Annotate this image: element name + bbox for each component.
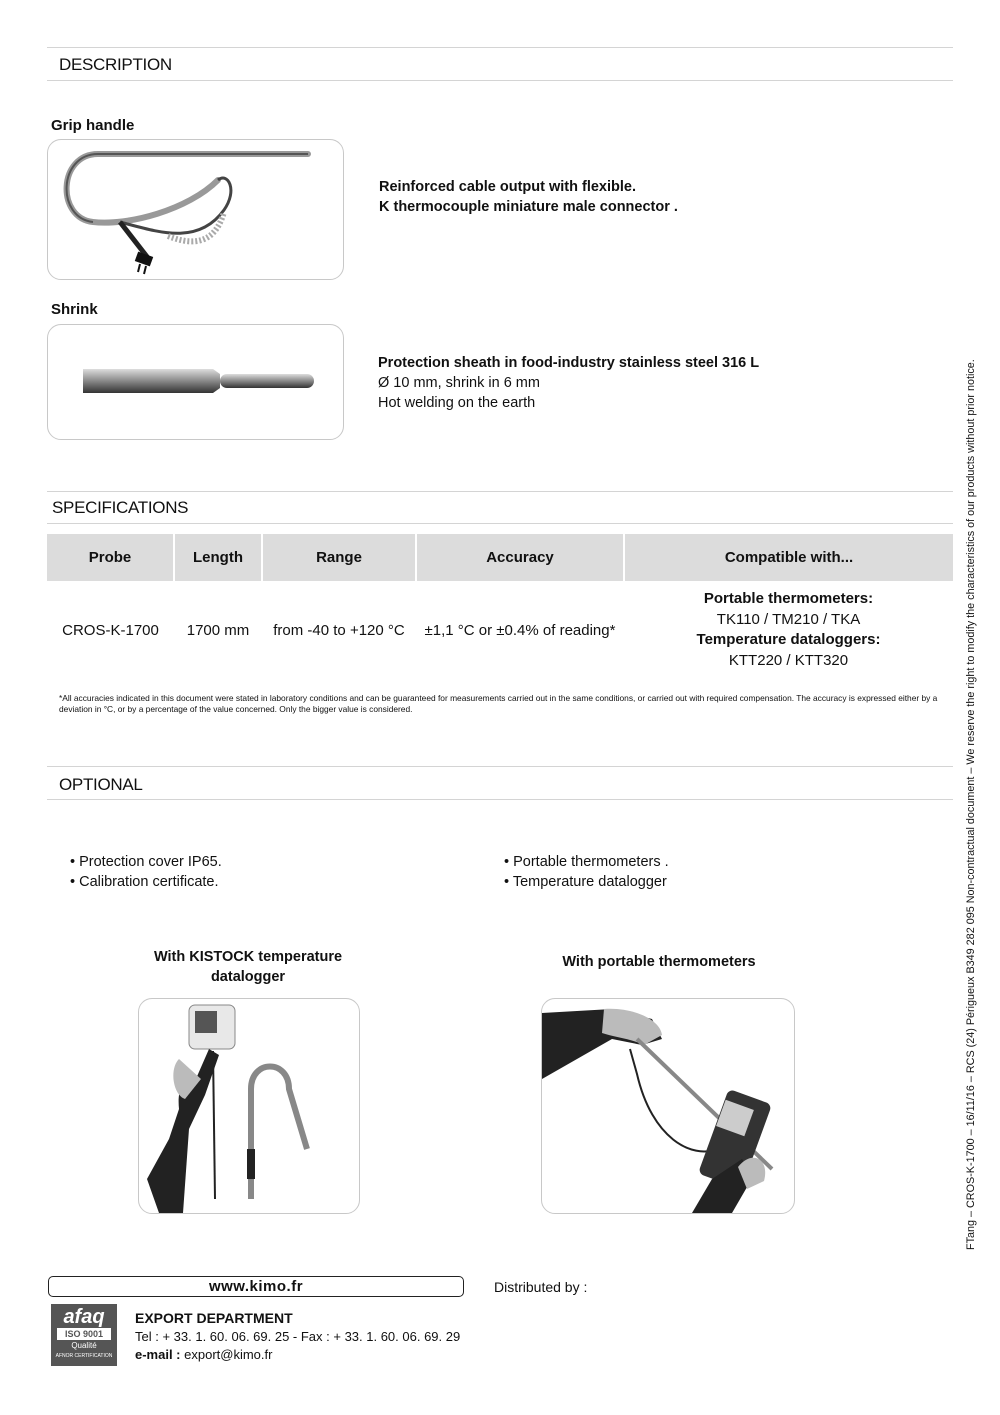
grip-desc-line2: K thermocouple miniature male connector . [379, 199, 678, 215]
compat-portable-models: TK110 / TM210 / TKA [716, 610, 861, 628]
website-link[interactable]: www.kimo.fr [48, 1276, 464, 1297]
distributed-by-label: Distributed by : [494, 1279, 588, 1295]
side-legal-text: FTang – CROS-K-1700 – 16/11/16 – RCS (24) Périgueux B349 282 095 Non-contractual document – We reserve the right to modify the characteristics of our products without prior notice. [965, 359, 977, 1250]
caption-line: With KISTOCK temperature [153, 949, 343, 965]
spec-header: Accuracy [416, 534, 624, 581]
grip-handle-image [47, 139, 344, 280]
compatible-cell [624, 581, 953, 679]
afaq-afnor: AFNOR CERTIFICATION [55, 1353, 113, 1359]
list-item: • Calibration certificate. [70, 874, 219, 890]
optional-list-right [504, 852, 669, 892]
grip-handle-title: Grip handle [51, 117, 135, 134]
kistock-photo [138, 998, 360, 1214]
shrink-desc-line1: Protection sheath in food-industry stainless steel 316 L [378, 355, 760, 371]
compat-heading-portable: Portable thermometers: [703, 590, 874, 607]
spec-header: Probe [47, 534, 174, 581]
compat-heading-dataloggers: Temperature dataloggers: [696, 631, 881, 648]
afaq-iso: ISO 9001 [57, 1328, 111, 1340]
optional-list-left [70, 852, 222, 892]
export-department-title: EXPORT DEPARTMENT [135, 1310, 293, 1326]
spec-header: Compatible with... [624, 534, 953, 581]
accuracy-note: *All accuracies indicated in this document were stated in laboratory conditions and can be guaranteed for measurements carried out in the same conditions, or carried out with required compensation. The accuracy is expressed either by a deviation in °C, or by a percentage of the value concerned. Only the bigger value is considered. [59, 693, 938, 714]
accuracy-cell: ±1,1 °C or ±0.4% of reading* [424, 621, 616, 639]
email-value[interactable]: export@kimo.fr [184, 1347, 273, 1362]
caption-portable: With portable thermometers [562, 954, 756, 970]
optional-heading: OPTIONAL [59, 775, 143, 794]
description-heading: DESCRIPTION [59, 55, 172, 74]
list-item: • Protection cover IP65. [70, 854, 222, 870]
spec-header: Length [174, 534, 262, 581]
contact-phone-fax: Tel : + 33. 1. 60. 06. 69. 25 - Fax : + 33. 1. 60. 06. 69. 29 [135, 1329, 461, 1344]
afaq-logo-text: afaq [63, 1306, 105, 1328]
compat-datalogger-models: KTT220 / KTT320 [728, 651, 849, 669]
shrink-title: Shrink [51, 301, 98, 318]
section-rule [47, 491, 953, 492]
list-item: • Temperature datalogger [504, 874, 667, 890]
spec-header: Range [262, 534, 416, 581]
section-rule [47, 80, 953, 81]
spec-header-row [47, 534, 953, 581]
specifications-heading: SPECIFICATIONS [52, 498, 189, 517]
section-rule [47, 766, 953, 767]
email-label: e-mail : [135, 1347, 181, 1362]
section-rule [47, 799, 953, 800]
section-rule [47, 523, 953, 524]
caption-line: datalogger [210, 969, 286, 985]
shrink-desc-line3: Hot welding on the earth [378, 395, 536, 411]
grip-desc-line1: Reinforced cable output with flexible. [379, 179, 636, 195]
shrink-image [47, 324, 344, 440]
probe-cell: CROS-K-1700 [62, 621, 159, 639]
afaq-logo [51, 1304, 117, 1366]
length-cell: 1700 mm [186, 621, 250, 639]
range-cell: from -40 to +120 °C [273, 621, 405, 639]
spec-table [47, 534, 953, 679]
portable-thermometer-photo [541, 998, 795, 1214]
contact-email [135, 1347, 272, 1362]
shrink-desc-line2: Ø 10 mm, shrink in 6 mm [378, 375, 540, 391]
caption-kistock [138, 947, 358, 987]
list-item: • Portable thermometers . [504, 854, 669, 870]
afaq-qualite: Qualité [71, 1341, 97, 1350]
section-rule [47, 47, 953, 48]
table-row [47, 581, 953, 679]
